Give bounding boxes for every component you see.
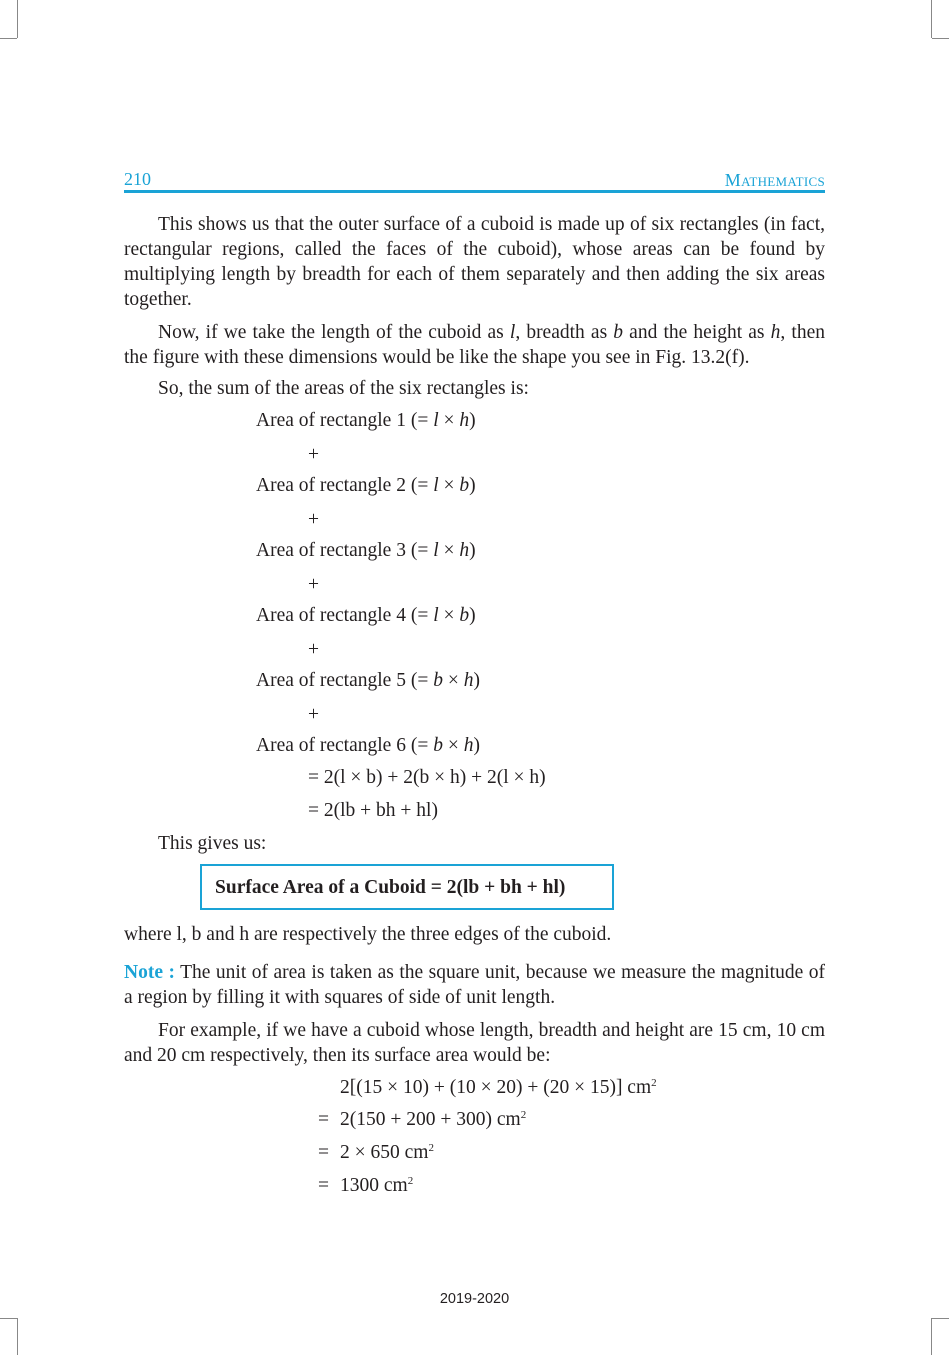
text-fragment: and the height as — [623, 322, 771, 343]
example-paragraph: For example, if we have a cuboid whose length, breadth and height are 15 cm, 10 cm and 20 cm respectively, then its surface area would be: — [124, 1020, 825, 1066]
footer-year: 2019-2020 — [439, 1291, 510, 1307]
example-step-2: 2(150 + 200 + 300) $cm^2$ — [340, 1109, 527, 1130]
var-b: b — [613, 322, 624, 343]
crop-mark-bottom-left-v — [17, 1318, 18, 1355]
plus-sign: + — [308, 574, 319, 595]
text-fragment: , breadth as — [515, 322, 614, 343]
crop-mark-bottom-right-h — [932, 1318, 949, 1319]
crop-mark-bottom-left-h — [0, 1318, 17, 1319]
page-number: 210 — [124, 169, 151, 189]
rectangle-area-line: Area of rectangle 2 (= l × b) — [256, 475, 476, 496]
running-header-title: Mathematics — [724, 170, 825, 190]
var-h: h — [770, 322, 781, 343]
where-edges-text: where l, b and h are respectively the three edges of the cuboid. — [124, 924, 612, 945]
rectangle-area-line: Area of rectangle 3 (= l × h) — [256, 540, 476, 561]
rectangle-area-line: Area of rectangle 5 (= b × h) — [256, 670, 480, 691]
rectangle-area-line: Area of rectangle 4 (= l × b) — [256, 605, 476, 626]
note-text: The unit of area is taken as the square unit, because we measure the magnitude of a region by filling it with squares of side of unit length. — [124, 962, 825, 1008]
crop-mark-top-right-h — [932, 38, 949, 39]
gives-us-text: This gives us: — [158, 833, 267, 854]
example-step-4: 1300 $cm^2$ — [340, 1175, 414, 1196]
crop-mark-top-left-v — [17, 0, 18, 38]
plus-sign: + — [308, 509, 319, 530]
text-fragment: , then the figure with these dimensions would be like the shape you see in Fig. 13.2(f). — [124, 322, 825, 368]
example-step-1: 2[(15 × 10) + (10 × 20) + (20 × 15)] $cm^2$ — [340, 1077, 657, 1098]
paragraph-outer-surface: This shows us that the outer surface of a cuboid is made up of six rectangles (in fact, rectangular regions, called the faces of the cuboid), whose areas can be found by multiplying length by breadth for each of them separately and then adding the six areas together. — [124, 214, 825, 310]
equals-sign: = — [318, 1142, 329, 1163]
paragraph-dimensions — [124, 320, 825, 370]
header-rule — [124, 190, 825, 193]
crop-mark-bottom-right-v — [931, 1318, 932, 1355]
sum-line-factored: = 2(lb + bh + hl) — [308, 800, 438, 821]
rectangle-area-line: Area of rectangle 6 (= b × h) — [256, 735, 480, 756]
surface-area-formula-box: Surface Area of a Cuboid = 2(lb + bh + hl) — [200, 864, 614, 910]
var-l: l — [509, 322, 516, 343]
plus-sign: + — [308, 639, 319, 660]
plus-sign: + — [308, 704, 319, 725]
example-step-3: 2 × 650 $cm^2$ — [340, 1142, 434, 1163]
plus-sign: + — [308, 444, 319, 465]
note-label: Note : — [124, 962, 175, 983]
sum-line-expanded: = 2(l × b) + 2(b × h) + 2(l × h) — [308, 767, 546, 788]
rectangle-area-line: Area of rectangle 1 (= l × h) — [256, 410, 476, 431]
paragraph-sum-intro: So, the sum of the areas of the six rectangles is: — [158, 378, 529, 399]
crop-mark-top-right-v — [931, 0, 932, 38]
crop-mark-top-left-h — [0, 38, 17, 39]
equals-sign: = — [318, 1175, 329, 1196]
note-paragraph — [124, 960, 825, 1010]
equals-sign: = — [318, 1109, 329, 1130]
text-fragment: Now, if we take the length of the cuboid as — [158, 322, 510, 343]
